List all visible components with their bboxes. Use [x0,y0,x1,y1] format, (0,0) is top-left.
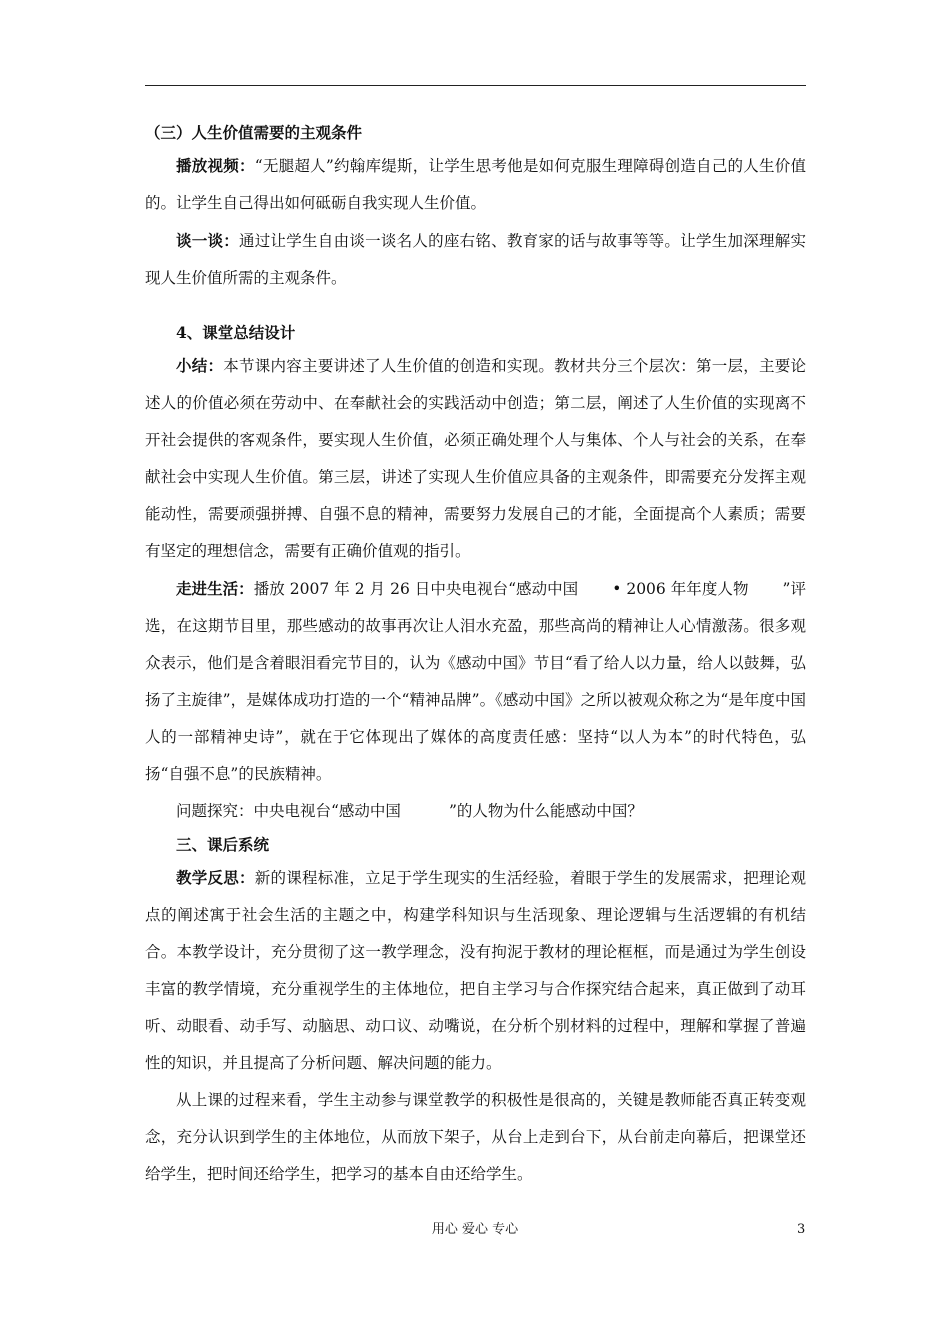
page-footer [0,1218,950,1242]
page-number: 3 [797,1222,806,1237]
paragraph-text: ”的人物为什么能感动中国？ [448,802,643,820]
paragraph-text: • 2006 年年度人物 [612,580,749,598]
paragraph-text: ”评选，在这期节目里，那些感动的故事再次让人泪水充盈，那些高尚的精神让人心情激荡。很多观众表示，他们是含着眼泪看完节目的，认为《感动中国》节目“看了给人以力量，给人以鼓舞，弘扬了主旋律”，是媒体成功打造的一个“精神品牌”。《感动中国》之所以被观众称之为“是年度中国人的一部精神史诗”，就在于它体现出了媒体的高度责任感：坚持“以人为本”的时代特色，弘扬“自强不息”的民族精神。 [145,580,806,783]
footer-motto: 用心 爱心 专心 [431,1222,519,1237]
paragraph-lead: 播放视频： [176,156,255,175]
paragraph-lead: 走进生活： [176,579,254,598]
paragraph-lead: 谈一谈： [176,231,240,250]
paragraph-into-life [145,570,806,793]
page-content [145,118,806,1193]
paragraph-conclusion: 从上课的过程来看，学生主动参与课堂教学的积极性是很高的，关键是教师能否真正转变观念，充分认识到学生的主体地位，从而放下架子，从台上走到台下，从台前走向幕后，把课堂还给学生，把时间还给学生，把学习的基本自由还给学生。 [145,1091,806,1183]
paragraph-text: 播放 2007 年 2 月 26 日中央电视台“感动中国 [253,580,579,598]
paragraph-text: 问题探究：中央电视台“感动中国 [176,802,401,820]
paragraph-lead: 教学反思： [176,868,255,887]
paragraph-text: 本节课内容主要讲述了人生价值的创造和实现。教材共分三个层次：第一层，主要论述人的价值必须在劳动中、在奉献社会的实践活动中创造；第二层，阐述了人生价值的实现离不开社会提供的客观条件，要实现人生价值，必须正确处理个人与集体、个人与社会的关系，在奉献社会中实现人生价值。第三层，讲述了实现人生价值应具备的主观条件，即需要充分发挥主观能动性，需要顽强拼搏、自强不息的精神，需要努力发展自己的才能，全面提高个人素质；需要有坚定的理想信念，需要有正确价值观的指引。 [145,357,806,560]
paragraph-video [145,147,806,222]
paragraph-discussion [145,222,806,297]
paragraph-reflection [145,859,806,1082]
paragraph-text: 通过让学生自由谈一谈名人的座右铭、教育家的话与故事等等。让学生加深理解实现人生价值所需的主观条件。 [145,232,806,287]
paragraph-question [145,793,806,830]
header-rule [145,85,806,86]
paragraph-text: “无腿超人”约翰库缇斯，让学生思考他是如何克服生理障碍创造自己的人生价值的。让学生自己得出如何砥砺自我实现人生价值。 [145,157,806,212]
section-heading-summary-design: 4、课堂总结设计 [176,323,296,342]
section-heading-subjective-conditions: （三）人生价值需要的主观条件 [145,123,363,142]
section-heading-after-class: 三、课后系统 [176,835,270,854]
paragraph-summary [145,347,806,570]
paragraph-lead: 小结： [176,356,224,375]
paragraph-text: 新的课程标准，立足于学生现实的生活经验，着眼于学生的发展需求，把理论观点的阐述寓于社会生活的主题之中，构建学科知识与生活现象、理论逻辑与生活逻辑的有机结合。本教学设计，充分贯彻了这一教学理念，没有拘泥于教材的理论框框，而是通过为学生创设丰富的教学情境，充分重视学生的主体地位，把自主学习与合作探究结合起来，真正做到了动耳听、动眼看、动手写、动脑思、动口议、动嘴说，在分析个别材料的过程中，理解和掌握了普遍性的知识，并且提高了分析问题、解决问题的能力。 [145,869,806,1072]
